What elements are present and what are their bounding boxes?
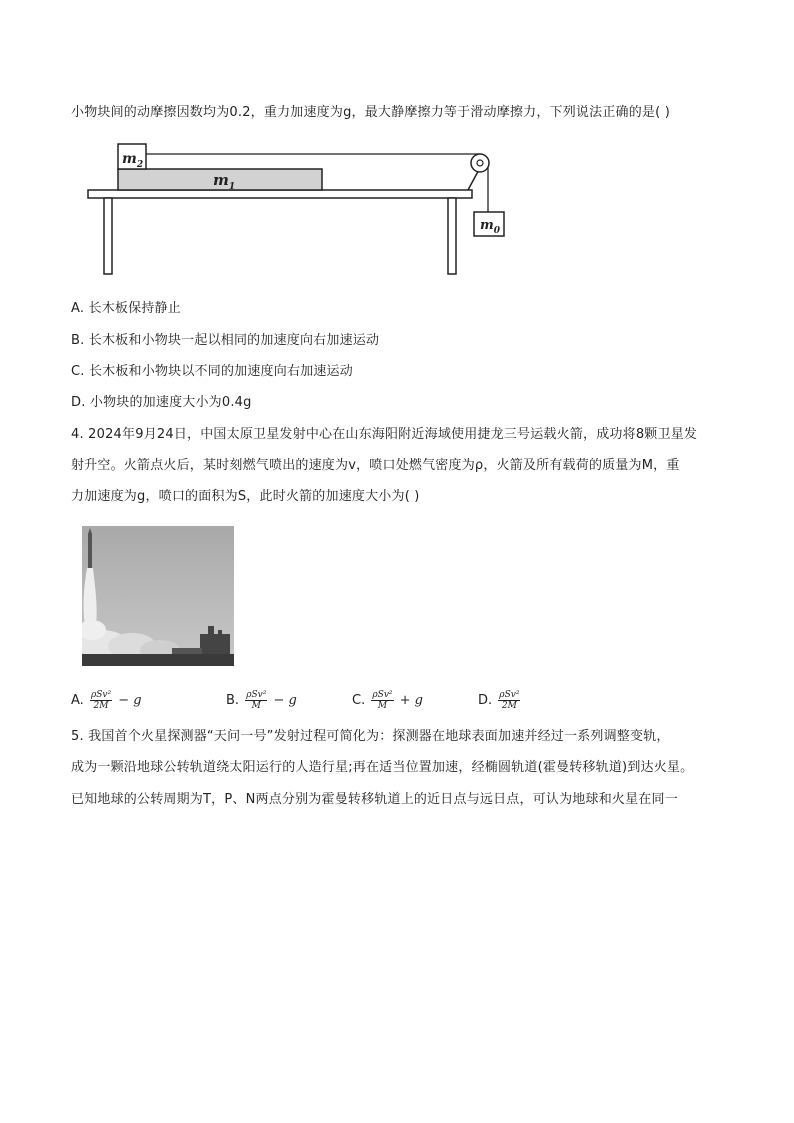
label-m2: m <box>122 151 137 167</box>
rocket-launch-photo <box>82 526 234 666</box>
q4-option-b-fraction <box>245 690 267 711</box>
q4-option-d-num: ρSv² <box>499 690 520 700</box>
q5-stem-line-2: 成为一颗沿地球公转轨道绕太阳运行的人造行星;再在适当位置加速，经椭圆轨道(霍曼转移轨道)到达火星。 <box>71 760 694 775</box>
q4-option-c <box>352 690 423 711</box>
q4-stem-line-3: 力加速度为g，喷口的面积为S，此时火箭的加速度大小为( ) <box>71 489 420 504</box>
q4-option-a-num: ρSv² <box>90 690 112 700</box>
q4-option-c-num: ρSv² <box>372 690 393 700</box>
q4-option-b-den: M <box>251 701 261 711</box>
q4-stem-line-1: 4. 2024年9月24日，中国太原卫星发射中心在山东海阳附近海域使用捷龙三号运载火箭，成功将8颗卫星发 <box>71 427 698 442</box>
label-m1: m <box>213 171 229 189</box>
q3-option-a: A. 长木板保持静止 <box>71 301 181 316</box>
q4-option-b <box>226 690 297 711</box>
q3-option-c: C. 长木板和小物块以不同的加速度向右加速运动 <box>71 364 353 379</box>
q4-option-d-letter: D. <box>478 693 493 708</box>
q4-option-a <box>71 690 142 711</box>
q4-option-c-letter: C. <box>352 693 366 708</box>
q4-option-c-den: M <box>377 701 388 711</box>
q4-option-a-tail: − g <box>118 693 142 708</box>
q3-stem-text: 小物块间的动摩擦因数均为0.2，重力加速度为g，最大静摩擦力等于滑动摩擦力，下列说法正确的是( ) <box>71 105 671 120</box>
q4-option-b-tail: − g <box>273 693 297 708</box>
q4-stem-line-2: 射升空。火箭点火后，某时刻燃气喷出的速度为v，喷口处燃气密度为ρ，火箭及所有载荷的质量为M，重 <box>71 458 680 473</box>
label-m2-sub: 2 <box>136 160 144 170</box>
q5-stem-line-1: 5. 我国首个火星探测器“天问一号”发射过程可简化为：探测器在地球表面加速并经过一系列调整变轨， <box>71 729 670 744</box>
q4-option-c-fraction <box>371 690 393 711</box>
q4-option-b-num: ρSv² <box>246 690 267 700</box>
label-m0: m <box>480 218 494 233</box>
q5-stem-line-3: 已知地球的公转周期为T，P、N两点分别为霍曼转移轨道上的近日点与远日点，可认为地球和火星在同一 <box>71 792 678 807</box>
q4-option-a-den: 2M <box>93 701 109 711</box>
q3-option-b: B. 长木板和小物块一起以相同的加速度向右加速运动 <box>71 333 380 348</box>
q4-option-a-fraction <box>90 690 112 711</box>
label-m1-sub: 1 <box>228 182 236 192</box>
q4-option-d-den: 2M <box>501 701 517 711</box>
q4-option-d <box>478 690 522 711</box>
q4-option-d-fraction <box>498 690 520 711</box>
pulley-table-diagram <box>86 140 506 280</box>
q3-option-d: D. 小物块的加速度大小为0.4g <box>71 395 252 410</box>
q4-option-c-tail: + g <box>399 693 424 708</box>
q4-option-a-letter: A. <box>71 693 84 708</box>
q4-option-b-letter: B. <box>226 693 240 708</box>
label-m0-sub: 0 <box>493 226 501 236</box>
